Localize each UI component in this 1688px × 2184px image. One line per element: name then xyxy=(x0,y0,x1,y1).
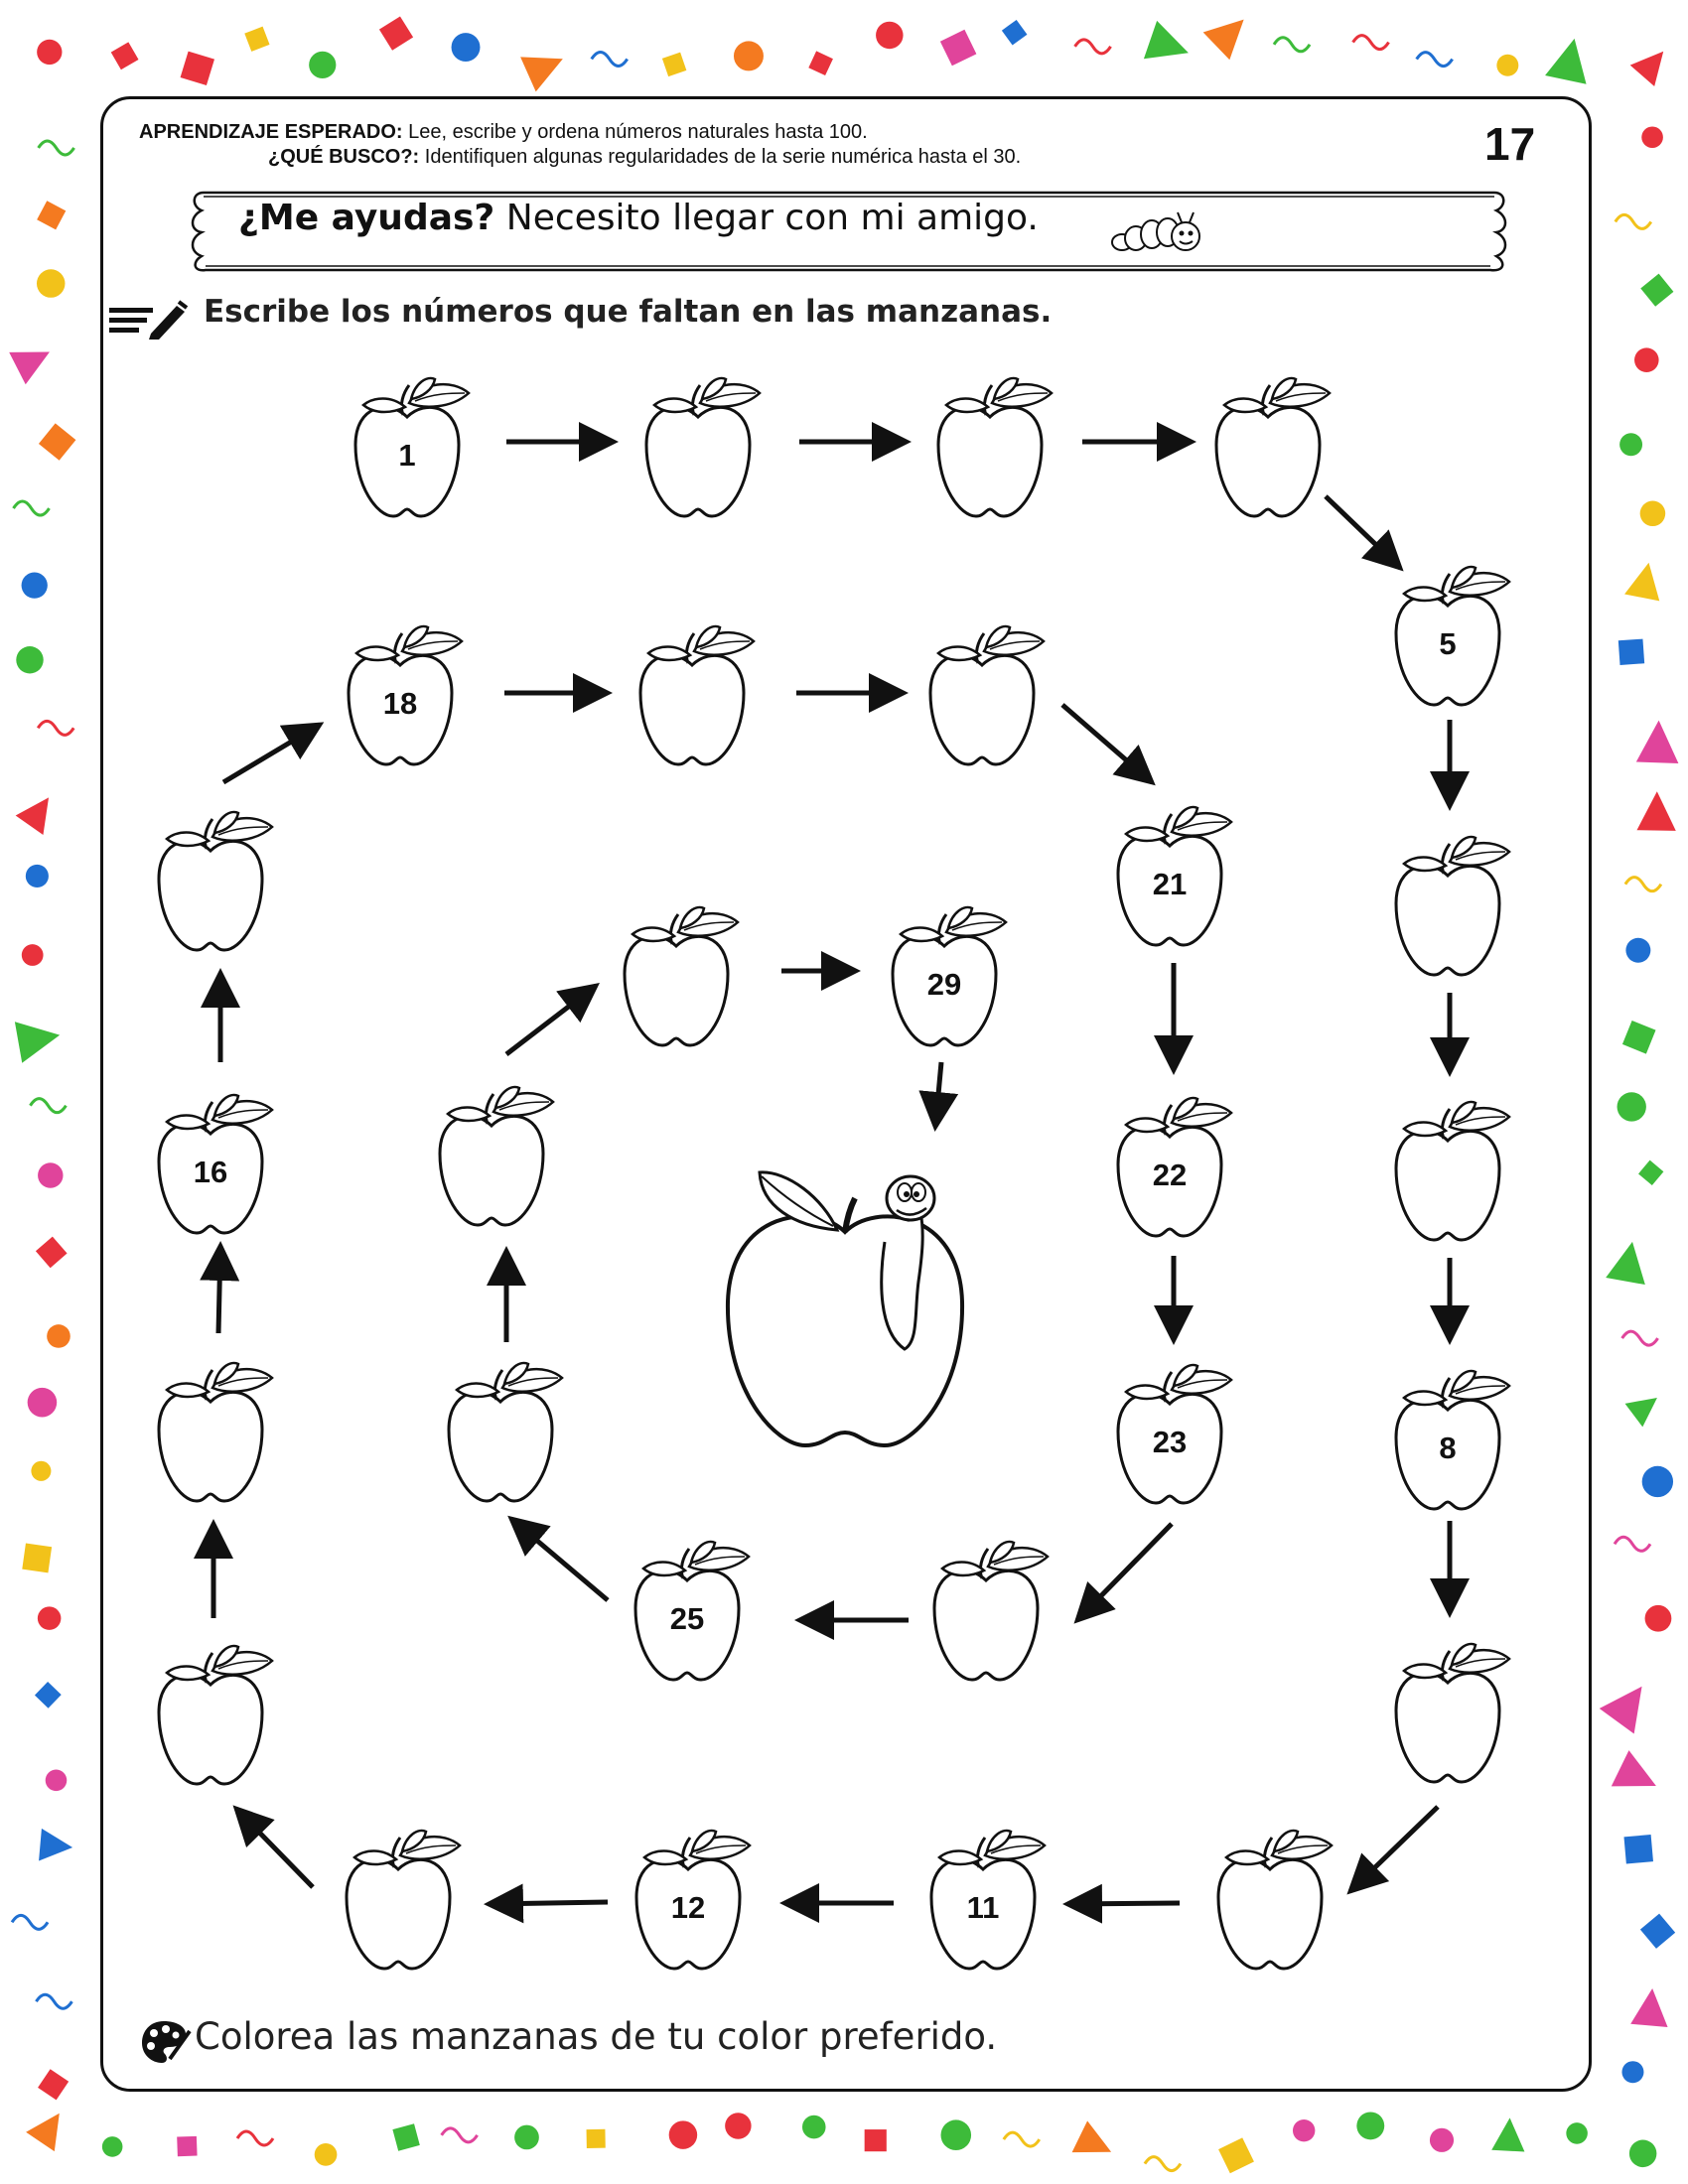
apple-label: 29 xyxy=(926,967,962,1002)
apple-number xyxy=(355,378,469,516)
apple-label: 25 xyxy=(669,1601,705,1636)
path-arrow xyxy=(506,986,596,1054)
apple-label: 12 xyxy=(670,1890,706,1925)
apple-blank[interactable] xyxy=(440,1087,553,1225)
apple-blank[interactable] xyxy=(625,907,738,1045)
apple-number xyxy=(636,1831,750,1969)
apple-number xyxy=(1118,807,1231,945)
instruction: Escribe los números que faltan en las manzanas. xyxy=(204,294,1053,330)
page-number: 17 xyxy=(1484,118,1536,170)
apple-label: 5 xyxy=(1439,626,1457,661)
path-arrow xyxy=(1067,1903,1180,1904)
path-arrow xyxy=(935,1062,941,1127)
apple-blank[interactable] xyxy=(1216,378,1330,516)
apple-label: 21 xyxy=(1152,867,1188,901)
path-arrow xyxy=(223,725,320,782)
apple-blank[interactable] xyxy=(934,1542,1048,1680)
apple-blank[interactable] xyxy=(159,1363,272,1501)
apple-number xyxy=(159,1095,272,1233)
apple-label: 1 xyxy=(398,438,416,473)
apple-number xyxy=(931,1831,1045,1969)
path-arrow xyxy=(511,1519,608,1600)
apple-number xyxy=(1396,1371,1509,1509)
path-arrow xyxy=(218,1246,220,1333)
apple-label: 23 xyxy=(1152,1425,1188,1459)
path-arrow xyxy=(1326,496,1400,568)
apple-blank[interactable] xyxy=(159,1646,272,1784)
apple-blank[interactable] xyxy=(646,378,760,516)
apple-label: 16 xyxy=(193,1155,228,1189)
cloud-speech: ¿Me ayudas? Necesito llegar con mi amigo. xyxy=(238,198,1039,238)
apple-blank[interactable] xyxy=(1218,1831,1332,1969)
apple-blank[interactable] xyxy=(159,812,272,950)
apple-number xyxy=(635,1542,749,1680)
apple-number xyxy=(1118,1365,1231,1503)
apple-blank[interactable] xyxy=(930,626,1044,764)
expected-learning: APRENDIZAJE ESPERADO: Lee, escribe y ordena números naturales hasta 100. xyxy=(139,121,868,143)
path-arrow xyxy=(1350,1807,1438,1891)
apple-number xyxy=(349,626,462,764)
path-arrow xyxy=(489,1902,608,1904)
apple-number xyxy=(893,907,1006,1045)
path-arrow xyxy=(236,1809,313,1887)
apple-blank[interactable] xyxy=(1396,1102,1509,1240)
apple-number xyxy=(1396,567,1509,705)
coloring-instruction: Colorea las manzanas de tu color preferido. xyxy=(195,2015,998,2058)
apple-label: 22 xyxy=(1152,1158,1188,1192)
apple-label: 8 xyxy=(1439,1431,1457,1465)
apple-number xyxy=(1118,1098,1231,1236)
apple-label: 18 xyxy=(382,686,418,721)
path-arrow xyxy=(1062,705,1152,782)
apple-blank[interactable] xyxy=(938,378,1052,516)
apple-blank[interactable] xyxy=(1396,837,1509,975)
apple-blank[interactable] xyxy=(347,1831,460,1969)
apple-label: 11 xyxy=(966,1890,1000,1925)
apple-blank[interactable] xyxy=(640,626,754,764)
apple-blank[interactable] xyxy=(1396,1644,1509,1782)
apple-blank[interactable] xyxy=(449,1363,562,1501)
goal-line: ¿QUÉ BUSCO?: Identifiquen algunas regularidades de la serie numérica hasta el 30. xyxy=(268,146,1022,168)
worm-apple-goal xyxy=(728,1172,962,1445)
palette-icon xyxy=(140,2019,192,2065)
path-arrow xyxy=(1077,1524,1172,1620)
